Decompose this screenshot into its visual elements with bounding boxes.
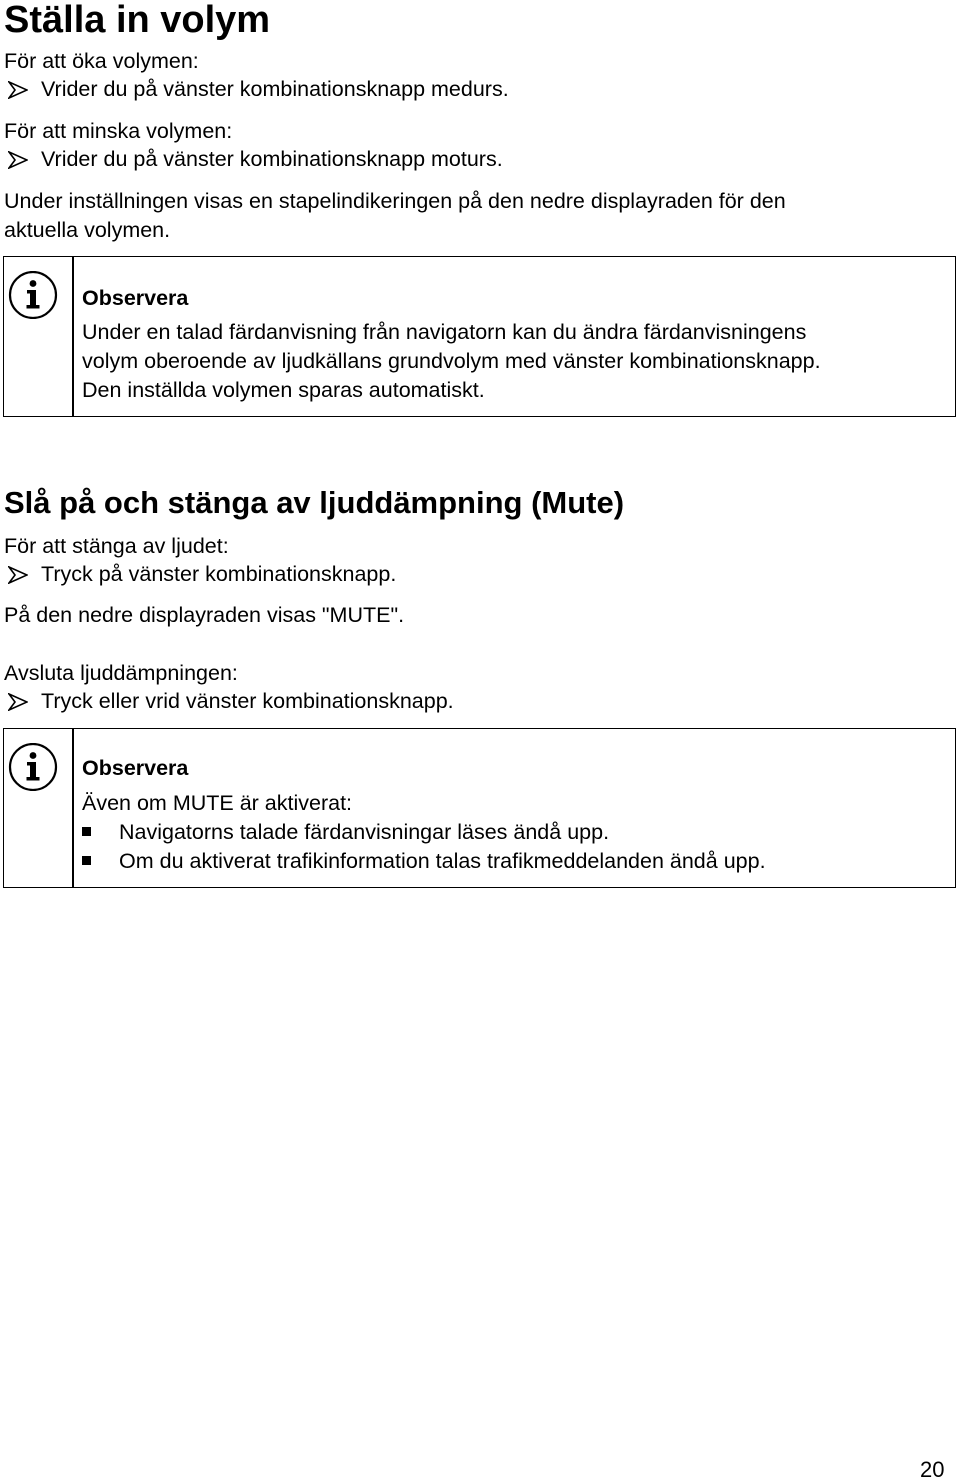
decrease-volume-step-text: Vrider du på vänster kombinationsknapp moturs. (41, 147, 503, 171)
note-bullet-text: Om du aktiverat trafikinformation talas trafikmeddelanden ändå upp. (119, 849, 766, 873)
mute-result-text: På den nedre displayraden visas "MUTE". (4, 603, 405, 627)
volume-info-line-1: Under inställningen visas en stapelindikeringen på den nedre displayraden för den (4, 189, 786, 213)
increase-volume-step-text: Vrider du på vänster kombinationsknapp medurs. (41, 77, 509, 101)
note-title: Observera (82, 756, 189, 780)
info-icon (4, 271, 62, 319)
square-bullet-icon (82, 856, 91, 865)
unmute-label: Avsluta ljuddämpningen: (4, 661, 238, 685)
note-title: Observera (82, 286, 189, 310)
decrease-volume-label: För att minska volymen: (4, 119, 233, 143)
note-text-line-1: Under en talad färdanvisning från navigatorn kan du ändra färdanvisningens (82, 320, 807, 344)
volume-info-line-2: aktuella volymen. (4, 218, 171, 242)
page-title: Ställa in volym (4, 0, 271, 41)
mute-section-title: Slå på och stänga av ljuddämpning (Mute) (4, 485, 625, 520)
arrow-bullet-icon (8, 693, 28, 711)
note-text-line-3: Den inställda volymen sparas automatiskt. (82, 378, 485, 402)
note-box-mute (3, 728, 956, 888)
note-divider (72, 729, 74, 887)
arrow-bullet-icon (8, 81, 28, 99)
square-bullet-icon (82, 827, 91, 836)
increase-volume-label: För att öka volymen: (4, 49, 199, 73)
arrow-bullet-icon (8, 151, 28, 169)
note-divider (72, 257, 74, 416)
page-number: 20 (920, 1457, 945, 1482)
unmute-step-text: Tryck eller vrid vänster kombinationsknapp. (41, 689, 454, 713)
arrow-bullet-icon (8, 566, 28, 584)
mute-label: För att stänga av ljudet: (4, 534, 229, 558)
mute-step-text: Tryck på vänster kombinationsknapp. (41, 562, 397, 586)
info-icon (4, 743, 62, 791)
note-intro-text: Även om MUTE är aktiverat: (82, 791, 353, 815)
note-text-line-2: volym oberoende av ljudkällans grundvolym med vänster kombinationsknapp. (82, 349, 821, 373)
note-bullet-text: Navigatorns talade färdanvisningar läses ändå upp. (119, 820, 610, 844)
note-box-volume (3, 256, 956, 417)
